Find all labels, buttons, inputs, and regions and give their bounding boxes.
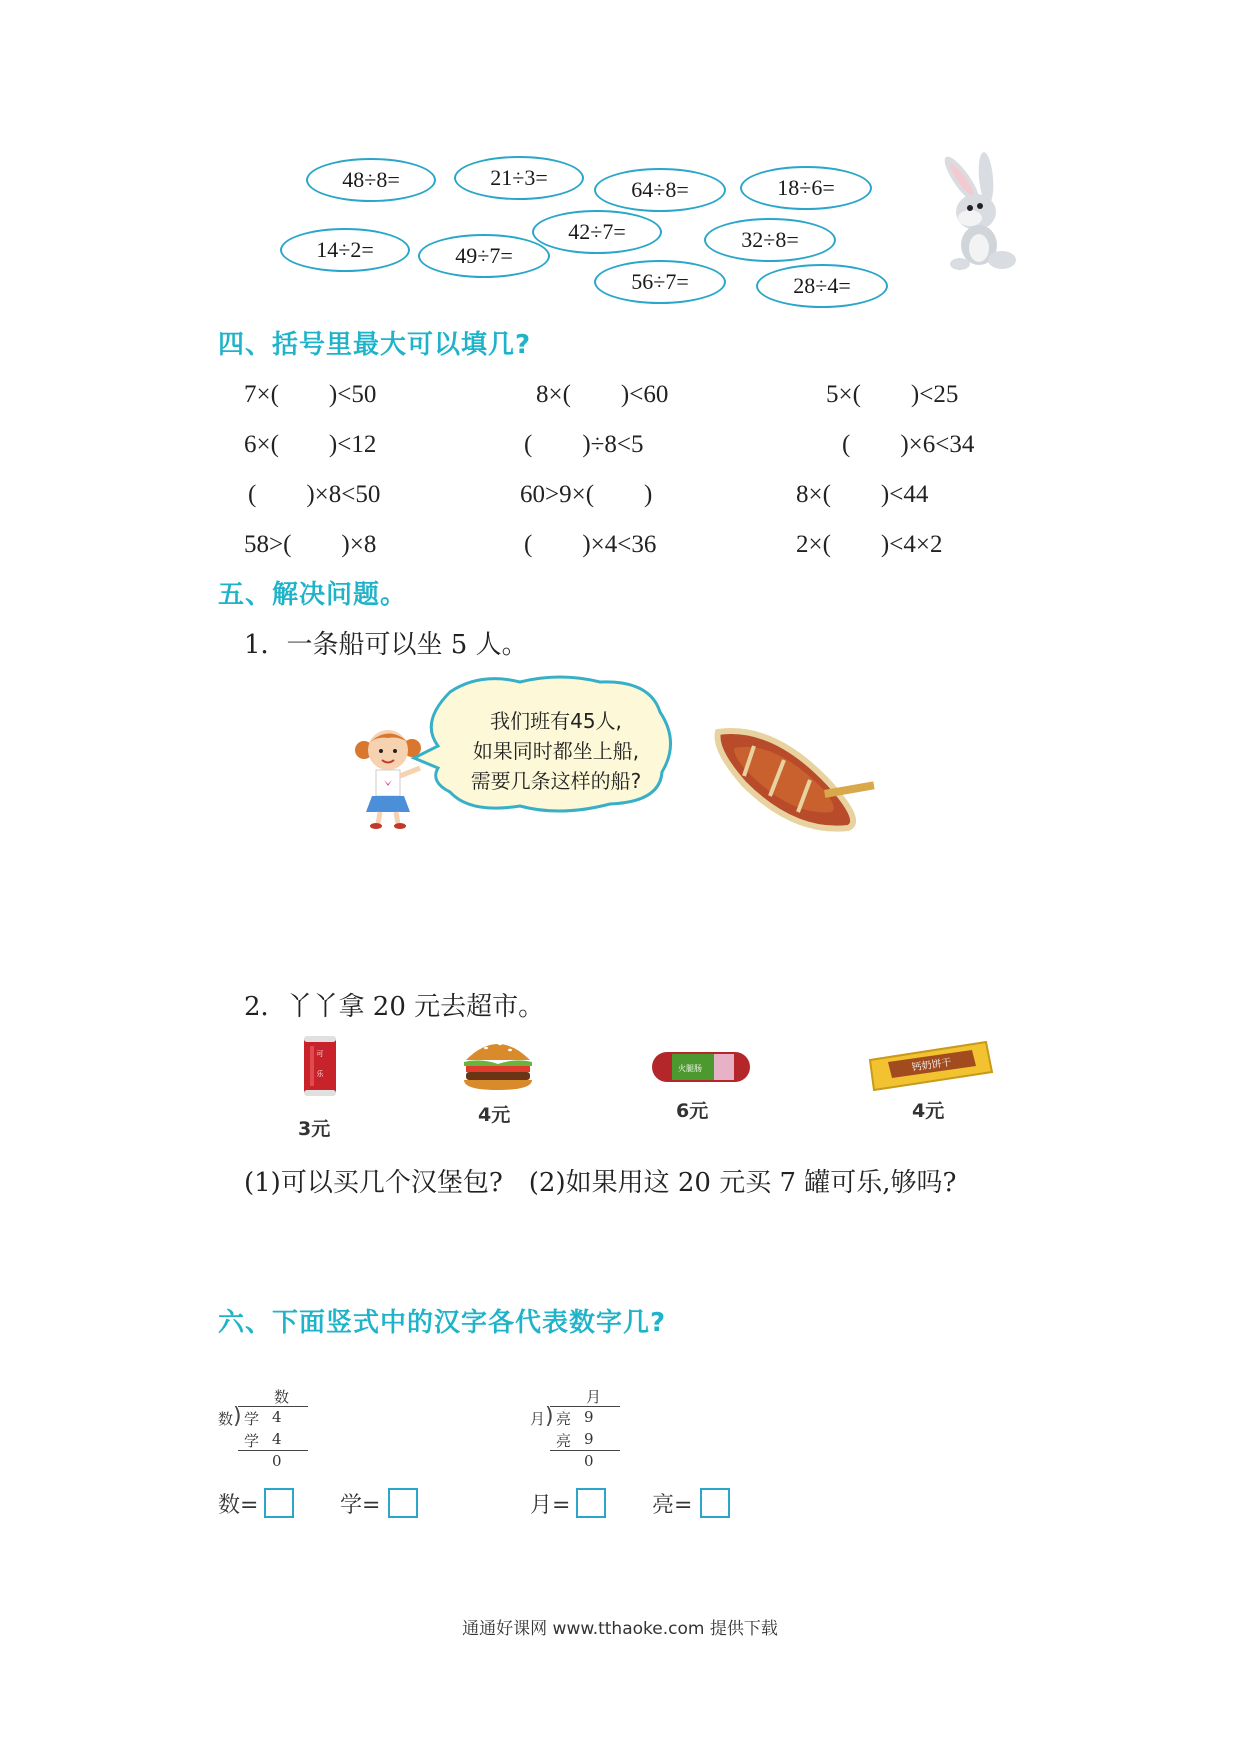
price-label: 4元 [912, 1100, 945, 1122]
remainder: 0 [272, 1452, 282, 1470]
oval-exercise: 56÷7= [594, 260, 726, 304]
footer-text: 通通好课网 www.tthaoke.com 提供下载 [462, 1619, 778, 1639]
inequality: 60>9×( ) [520, 481, 653, 508]
speech-line: 需要几条这样的船? [470, 769, 642, 793]
long-division-1 [218, 1386, 318, 1476]
subtraction-line [550, 1450, 620, 1451]
biscuits-icon [864, 1038, 996, 1098]
inequality: ( )÷8<5 [524, 431, 644, 458]
answer-label: 学= [340, 1493, 381, 1518]
quotient: 数 [274, 1388, 290, 1406]
answer-box[interactable] [700, 1488, 730, 1518]
price-label: 6元 [676, 1100, 709, 1122]
inequality: 8×( )<44 [796, 481, 929, 508]
biscuits-label: 钙奶饼干 [911, 1057, 953, 1074]
inequality: 58>( )×8 [244, 531, 377, 558]
section-5-heading: 五、解决问题。 [218, 580, 408, 610]
oval-exercise: 18÷6= [740, 166, 872, 210]
answer-label: 数= [218, 1493, 259, 1518]
boat-illustration [714, 724, 878, 836]
quotient: 月 [586, 1388, 602, 1406]
speech-line: 如果同时都坐上船, [472, 739, 640, 763]
oval-exercise: 28÷4= [756, 264, 888, 308]
answer-label: 亮= [652, 1493, 693, 1518]
hamburger-icon [460, 1034, 536, 1094]
inequality: ( )×4<36 [524, 531, 657, 558]
sausage-label: 火腿肠 [678, 1064, 702, 1073]
division-bracket: ) [545, 1404, 554, 1429]
problem-2-text: 2．丫丫拿 20 元去超市。 [244, 992, 545, 1022]
answer-box[interactable] [388, 1488, 418, 1518]
price-label: 3元 [298, 1118, 331, 1140]
product-digit: 4 [272, 1430, 282, 1448]
problem-1-text: 1．一条船可以坐 5 人。 [244, 630, 528, 660]
bunny-illustration [924, 150, 1024, 275]
inequality: ( )×8<50 [248, 481, 381, 508]
answer-label: 月= [530, 1493, 571, 1518]
oval-exercise: 48÷8= [306, 158, 436, 202]
product-digit: 9 [584, 1430, 594, 1448]
price-label: 4元 [478, 1104, 511, 1126]
inequality: 6×( )<12 [244, 431, 377, 458]
product-char: 亮 [556, 1432, 572, 1450]
section-4-heading: 四、括号里最大可以填几? [218, 330, 532, 360]
remainder: 0 [584, 1452, 594, 1470]
oval-exercise: 21÷3= [454, 156, 584, 200]
inequality: ( )×6<34 [842, 431, 975, 458]
oval-exercise: 14÷2= [280, 228, 410, 272]
speech-text [446, 706, 666, 796]
inequality: 8×( )<60 [536, 381, 669, 408]
oval-exercise: 49÷7= [418, 234, 550, 278]
dividend-digit: 9 [584, 1408, 594, 1426]
svg-text:可: 可 [316, 1050, 324, 1058]
oval-exercise: 42÷7= [532, 210, 662, 254]
divisor: 数 [218, 1410, 234, 1428]
answer-box[interactable] [264, 1488, 294, 1518]
dividend-char: 学 [244, 1410, 260, 1428]
questions-text: (1)可以买几个汉堡包? (2)如果用这 20 元买 7 罐可乐,够吗? [244, 1168, 957, 1198]
dividend-digit: 4 [272, 1408, 282, 1426]
dividend-char: 亮 [556, 1410, 572, 1428]
section-6-heading: 六、下面竖式中的汉字各代表数字几? [218, 1308, 667, 1338]
division-bracket: ) [233, 1404, 242, 1429]
subtraction-line [238, 1450, 308, 1451]
oval-exercise: 64÷8= [594, 168, 726, 212]
answer-box[interactable] [576, 1488, 606, 1518]
inequality: 7×( )<50 [244, 381, 377, 408]
division-bar [550, 1406, 620, 1407]
long-division-2 [530, 1386, 630, 1476]
speech-line: 我们班有45人, [490, 709, 622, 733]
svg-text:乐: 乐 [316, 1070, 324, 1078]
cola-can-icon [300, 1032, 340, 1100]
oval-exercise: 32÷8= [704, 218, 836, 262]
divisor: 月 [530, 1410, 546, 1428]
division-bar [238, 1406, 308, 1407]
ham-sausage-icon [646, 1046, 756, 1088]
inequality: 5×( )<25 [826, 381, 959, 408]
inequality: 2×( )<4×2 [796, 531, 943, 558]
product-char: 学 [244, 1432, 260, 1450]
